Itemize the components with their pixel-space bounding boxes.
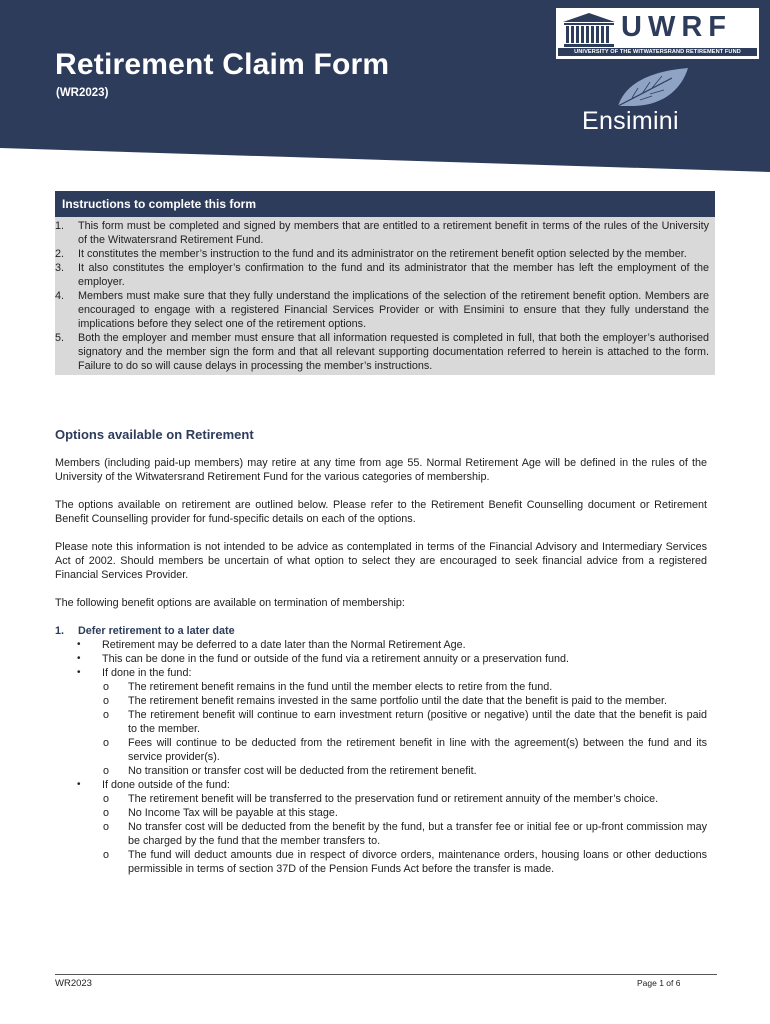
sub-bullet-icon: o [103,807,110,819]
options-heading: Options available on Retirement [55,427,254,442]
sub-bullet-item [102,736,707,764]
instruction-item [55,289,709,331]
instruction-item [55,261,709,289]
instruction-number: 5. [55,332,65,344]
instruction-text: It also constitutes the employer’s confirmation to the fund and its administrator that the member has left the employment of the employer. [78,262,709,288]
sub-bullet-text: No transition or transfer cost will be deducted from the retirement benefit. [128,765,477,777]
bullet-icon: • [77,653,81,664]
sub-bullet-icon: o [103,821,110,833]
sub-bullet-icon: o [103,709,110,721]
bullet-item [55,652,707,666]
instruction-number: 3. [55,262,65,274]
sub-bullet-icon: o [103,681,110,693]
bullet-list [55,638,707,876]
section-title [55,624,707,638]
instruction-text: This form must be completed and signed by members that are entitled to a retirement benefit in terms of the rules of the University of the Witwatersrand Retirement Fund. [78,220,709,246]
sub-bullet-icon: o [103,793,110,805]
uwrf-logo-subtitle: UNIVERSITY OF THE WITWATERSRAND RETIREMENT FUND [558,48,757,56]
sub-bullet-item [102,680,707,694]
instructions-heading: Instructions to complete this form [55,191,715,217]
instructions-box [55,191,715,375]
instruction-text: Members must make sure that they fully understand the implications of the selection of the retirement benefit option. Members are encouraged to engage with a registered Financial Services Provider or with Ensimini to ensure that they fully understand the implications before they select one of the retirement options. [78,290,709,330]
sub-bullet-icon: o [103,695,110,707]
bullet-item [55,666,707,778]
form-code: (WR2023) [56,87,109,99]
sub-bullet-text: The retirement benefit remains invested in the same portfolio until the date that the benefit is paid to the member. [128,695,667,707]
sub-bullet-item [102,806,707,820]
bullet-item [55,778,707,876]
options-paragraph: Members (including paid-up members) may retire at any time from age 55. Normal Retirement Age will be defined in the rules of the University of the Witwatersrand Retirement Fund for the various categories of membership. [55,457,707,483]
options-paragraph: Please note this information is not intended to be advice as contemplated in terms of the Financial Advisory and Intermediary Services Act of 2002. Should members be uncertain of what option to select they are encouraged to seek financial advice from a registered Financial Services Provider. [55,541,707,581]
bullet-text: If done outside of the fund: [102,779,230,791]
instructions-body [55,217,715,375]
bullet-icon: • [77,639,81,650]
instruction-text: It constitutes the member’s instruction to the fund and its administrator on the retirement benefit option selected by the member. [78,248,687,260]
footer-form-code: WR2023 [55,978,92,989]
footer-divider [55,974,717,975]
options-section [55,428,707,876]
sub-bullet-item [102,708,707,736]
instructions-list [55,219,709,373]
page-title: Retirement Claim Form [55,48,390,81]
instruction-number: 4. [55,290,65,302]
leaf-icon [612,66,692,110]
instruction-number: 1. [55,220,65,232]
header-band [0,0,770,172]
uwrf-logo-text: UWRF [621,11,732,43]
bullet-item [55,638,707,652]
uwrf-logo [556,8,759,59]
sub-bullet-item [102,694,707,708]
sub-bullet-text: The retirement benefit will continue to earn investment return (positive or negative) until the date that the benefit is paid to the member. [128,709,707,735]
sub-bullet-text: The retirement benefit remains in the fund until the member elects to retire from the fund. [128,681,553,693]
bullet-text: This can be done in the fund or outside of the fund via a retirement annuity or a preservation fund. [102,653,569,665]
sub-bullet-text: Fees will continue to be deducted from the retirement benefit in line with the agreement(s) between the fund and its service provider(s). [128,737,707,763]
sub-bullet-icon: o [103,737,110,749]
sub-bullet-item [102,848,707,876]
instruction-item [55,331,709,373]
sub-bullet-icon: o [103,765,110,777]
instruction-item [55,247,709,261]
sub-bullet-item [102,820,707,848]
sub-bullet-list [102,792,707,876]
bullet-text: Retirement may be deferred to a date later than the Normal Retirement Age. [102,639,466,651]
bullet-icon: • [77,667,81,678]
sub-bullet-text: No Income Tax will be payable at this stage. [128,807,338,819]
sub-bullet-icon: o [103,849,110,861]
instruction-text: Both the employer and member must ensure that all information requested is completed in full, that both the employer’s authorised signatory and the member sign the form and that all relevant supporting documentation referred to herein is attached to the form. Failure to do so will cause delays in processing the member’s instructions. [78,332,709,372]
sub-bullet-list [102,680,707,778]
section-number: 1. [55,625,65,637]
sub-bullet-text: The retirement benefit will be transferred to the preservation fund or retirement annuity of the member’s choice. [128,793,659,805]
sub-bullet-item [102,792,707,806]
options-paragraph: The following benefit options are available on termination of membership: [55,597,405,609]
instruction-number: 2. [55,248,65,260]
instruction-item [55,219,709,247]
bullet-text: If done in the fund: [102,667,192,679]
ensimini-logo-text: Ensimini [582,107,679,135]
sub-bullet-text: No transfer cost will be deducted from the benefit by the fund, but a transfer fee or initial fee or up-front commission may be charged by the fund that the member transfers to. [128,821,707,847]
page-number: Page 1 of 6 [637,978,681,988]
sub-bullet-item [102,764,707,778]
sub-bullet-text: The fund will deduct amounts due in respect of divorce orders, maintenance orders, housing loans or other deductions permissible in terms of section 37D of the Pension Funds Act before the transfer is made. [128,849,707,875]
building-icon [561,12,617,48]
options-paragraph: The options available on retirement are outlined below. Please refer to the Retirement Benefit Counselling document or Retirement Benefit Counselling provider for fund-specific details on each of the options. [55,499,707,525]
section-title-text: Defer retirement to a later date [78,625,235,637]
bullet-icon: • [77,779,81,790]
